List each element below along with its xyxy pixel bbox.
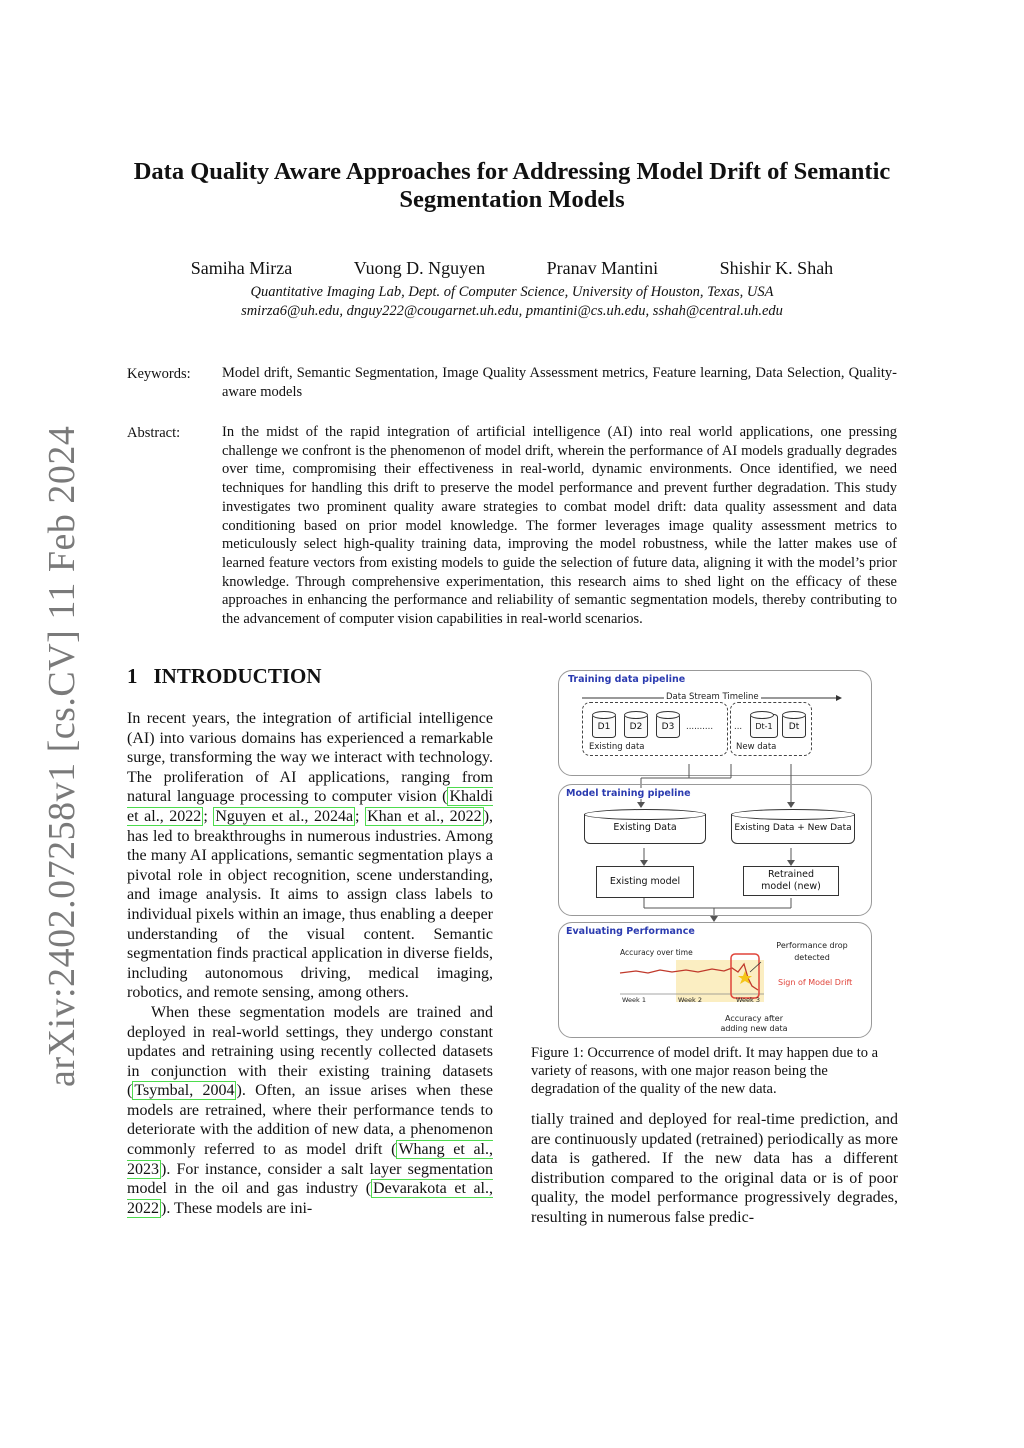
panel-title: Evaluating Performance xyxy=(566,926,695,937)
model-drift-label: Sign of Model Drift xyxy=(778,978,853,987)
figure-caption: Figure 1: Occurrence of model drift. It may happen due to a variety of reasons, with one major reason being the degradation of the quality of the new data. xyxy=(531,1045,879,1097)
affiliation-block xyxy=(120,283,904,321)
dataset-icon: D1 xyxy=(592,714,616,738)
accuracy-after-label: Accuracy after adding new data xyxy=(720,1014,788,1033)
text-run: ), has led to breakthroughs in numerous industries. Among the many AI applications, semantic segmentation plays a pivotal role in object recognition, scene understanding, and image analysis. It aims to assign class labels to individual pixels within an image, thus enabling a deeper understanding of the visual content. Semantic segmentation finds practical application in diverse fields, including autonomous driving, medical imaging, robotics, and remote sensing, among others. xyxy=(127,807,494,1002)
tick-label: Week 3 xyxy=(736,996,761,1004)
citation-link[interactable]: Nguyen et al., 2024a xyxy=(215,807,354,825)
citation-link[interactable]: Whang et al., 2023 xyxy=(127,1141,493,1178)
author-name: Pranav Mantini xyxy=(546,258,659,278)
intro-right-column: tially trained and deployed for real-time prediction, and are continuously updated (retrained) periodically as more data is gathered. If the new data has a different distribution compared to the original data or is of poor quality, the model performance progressively degrades, resulting in numerous false predic- xyxy=(531,1111,898,1226)
dataset-icon: Dt xyxy=(782,714,806,738)
author-emails: smirza6@uh.edu, dnguy222@cougarnet.uh.edu, pmantini@cs.uh.edu, sshah@central.uh.edu xyxy=(241,303,783,319)
citation-link[interactable]: Devarakota et al., 2022 xyxy=(127,1180,494,1217)
author-name: Vuong D. Nguyen xyxy=(353,258,486,278)
intro-paragraph-2 xyxy=(127,1003,493,1219)
text-run: When these segmentation models are trained and deployed in real-world settings, they undergo constant updates and retraining using recently collected datasets in conjunction with their existing training datasets ( xyxy=(127,1003,493,1100)
performance-drop-label: Performance drop detected xyxy=(776,941,848,962)
tick-label: Week 2 xyxy=(678,996,703,1004)
text-run: In recent years, the integration of artificial intelligence (AI) into various domains has experienced a remarkable surge, transforming the way we interact with technology. The proliferation of AI applications, ranging from natural language processing to computer vision ( xyxy=(127,710,493,806)
retrained-model-box: Retrained model (new) xyxy=(743,866,839,896)
existing-data-store: Existing Data xyxy=(584,814,706,844)
author-name: Samiha Mirza xyxy=(190,258,293,278)
keywords-label: Keywords: xyxy=(127,366,191,382)
new-data-label: New data xyxy=(736,742,777,752)
arxiv-identifier: arXiv:2402.07258v1 [cs.CV] 11 Feb 2024 xyxy=(41,425,83,1087)
text-run: ). Often, an issue arises when these models are retrained, where their performance tends to deteriorate with the addition of new data, a phenomenon commonly referred to as model drift ( xyxy=(127,1082,493,1159)
keywords-text: Model drift, Semantic Segmentation, Image Quality Assessment metrics, Feature learning, Data Selection, Quality-aware models xyxy=(222,365,897,400)
intro-left-column xyxy=(127,709,493,1218)
existing-model-box: Existing model xyxy=(596,866,694,898)
text-run: ; xyxy=(355,807,366,825)
text-run: ). For instance, consider a salt layer segmentation model in the oil and gas industry ( xyxy=(127,1160,493,1198)
author-list xyxy=(160,258,864,279)
dataset-icon: D3 xyxy=(656,714,680,738)
dataset-icon: Dt-1 xyxy=(750,714,778,738)
timeline-label: Data Stream Timeline xyxy=(666,692,759,702)
combined-data-store: Existing Data + New Data xyxy=(731,814,855,844)
citation-link[interactable]: Khan et al., 2022 xyxy=(367,807,482,825)
existing-data-label: Existing data xyxy=(589,742,645,752)
abstract-text: In the midst of the rapid integration of artificial intelligence (AI) into real world applications, one pressing challenge we confront is the phenomenon of model drift, wherein the performance of AI models gradually degrades over time, compromising their effectiveness in real-world, dynamic environments. Once identified, we need techniques for handling this drift to preserve the model performance and prevent further degradation. This study investigates two prominent quality aware strategies to combat model drift: data quality assessment and data conditioning based on prior model knowledge. The former leverages image quality assessment metrics to meticulously select high-quality training data, improving the model robustness, while the latter makes use of learned feature vectors from existing models to guide the selection of future data, aligning it with the model’s prior knowledge. Through comprehensive experimentation, this research aims to shed light on the efficacy of these approaches in enhancing the performance and reliability of semantic segmentation models, thereby contributing to the advancement of computer vision capabilities in real-world scenarios. xyxy=(222,424,897,628)
paper-title: Data Quality Aware Approaches for Addressing Model Drift of Semantic Segmentation Models xyxy=(133,158,891,213)
ellipsis: ... xyxy=(734,722,743,732)
ellipsis: .......... xyxy=(686,722,714,732)
section-number: 1 xyxy=(127,664,138,688)
text-run: ; xyxy=(203,807,214,825)
chart-title: Accuracy over time xyxy=(620,948,693,957)
citation-link[interactable]: Khaldi et al., 2022 xyxy=(127,788,493,825)
text-run: ). These models are ini- xyxy=(161,1199,313,1217)
abstract-label: Abstract: xyxy=(127,425,181,441)
timeline-arrowhead xyxy=(836,695,842,701)
affiliation: Quantitative Imaging Lab, Dept. of Computer Science, University of Houston, Texas, USA xyxy=(250,284,774,300)
panel-title: Training data pipeline xyxy=(568,674,686,685)
figure-1-diagram xyxy=(556,668,872,1040)
section-heading xyxy=(127,664,338,689)
section-title: INTRODUCTION xyxy=(153,664,322,688)
panel-title: Model training pipeline xyxy=(566,788,691,799)
tick-label: Week 1 xyxy=(622,996,647,1004)
citation-link[interactable]: Tsymbal, 2004 xyxy=(134,1082,235,1100)
author-name: Shishir K. Shah xyxy=(719,258,834,278)
intro-paragraph-1 xyxy=(127,709,493,1003)
dataset-icon: D2 xyxy=(624,714,648,738)
